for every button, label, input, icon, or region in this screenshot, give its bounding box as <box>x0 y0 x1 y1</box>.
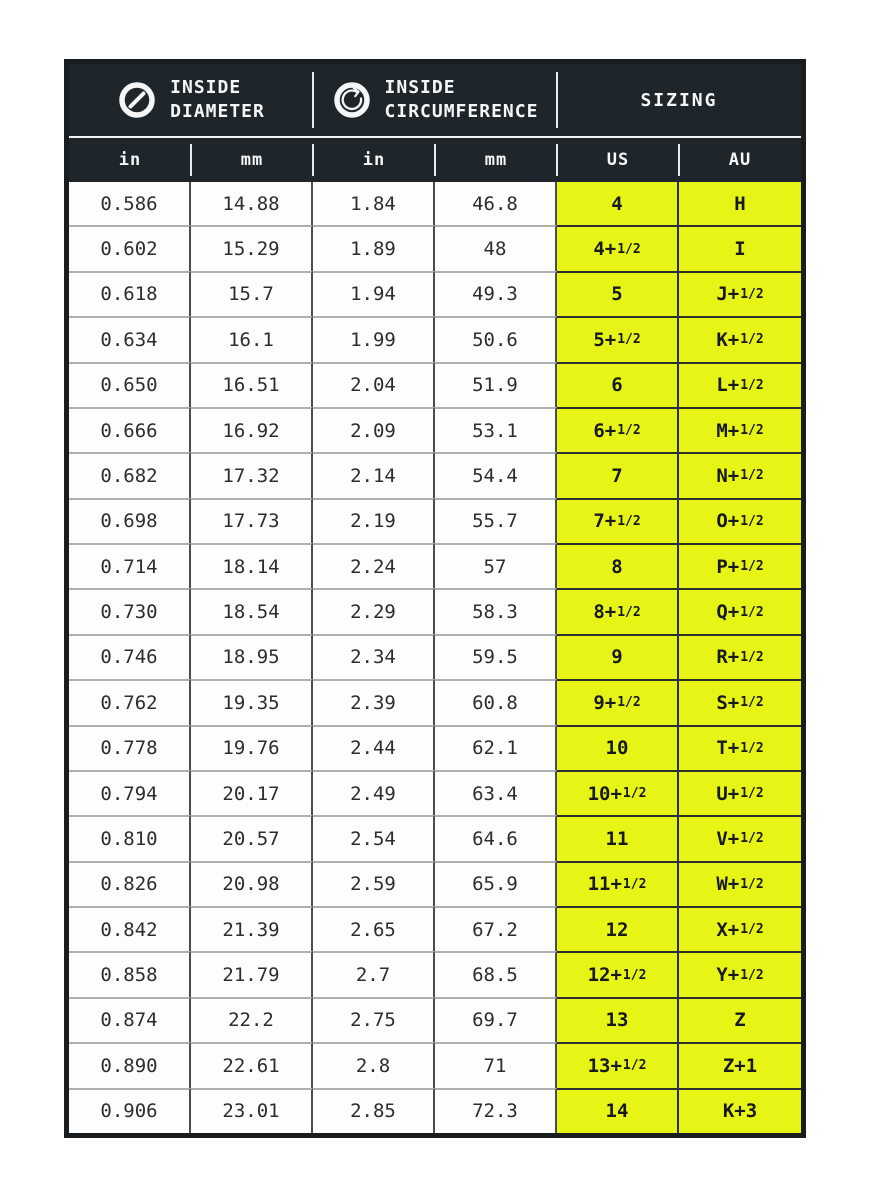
circumference-mm-cell: 57 <box>435 543 557 588</box>
header-line: CIRCUMFERENCE <box>384 101 539 122</box>
circumference-mm-cell: 65.9 <box>435 861 557 906</box>
us-size-cell: 8+ 1/2 <box>557 588 679 633</box>
table-row <box>69 225 801 270</box>
circumference-mm-cell: 53.1 <box>435 407 557 452</box>
circumference-in-cell: 1.89 <box>313 225 435 270</box>
header-line: INSIDE <box>170 76 242 98</box>
circumference-mm-cell: 49.3 <box>435 271 557 316</box>
circumference-in-cell: 2.49 <box>313 770 435 815</box>
au-size-cell: I <box>679 225 801 270</box>
diameter-mm-cell: 23.01 <box>191 1088 313 1133</box>
header-group-label <box>385 76 539 125</box>
column-header-circumference-in: in <box>313 138 435 182</box>
circumference-in-cell: 2.59 <box>313 861 435 906</box>
diameter-mm-cell: 21.79 <box>191 951 313 996</box>
us-size-cell: 10+ 1/2 <box>557 770 679 815</box>
circumference-in-cell: 2.24 <box>313 543 435 588</box>
diameter-in-cell: 0.698 <box>69 498 191 543</box>
us-size-cell: 5 <box>557 271 679 316</box>
circumference-mm-cell: 54.4 <box>435 452 557 497</box>
diameter-mm-cell: 15.7 <box>191 271 313 316</box>
circumference-mm-cell: 59.5 <box>435 634 557 679</box>
table-row <box>69 362 801 407</box>
au-size-cell: U+ 1/2 <box>679 770 801 815</box>
column-header-diameter-in: in <box>118 150 142 170</box>
table-row <box>69 634 801 679</box>
diameter-in-cell: 0.650 <box>69 362 191 407</box>
table-row <box>69 770 801 815</box>
circumference-mm-cell: 69.7 <box>435 997 557 1042</box>
us-size-cell: 4+ 1/2 <box>557 225 679 270</box>
circumference-in-cell: 2.44 <box>313 725 435 770</box>
au-size-cell: O+ 1/2 <box>679 498 801 543</box>
circumference-icon <box>332 80 372 120</box>
diameter-mm-cell: 18.14 <box>191 543 313 588</box>
circumference-mm-cell: 71 <box>435 1042 557 1087</box>
circumference-in-cell: 2.09 <box>313 407 435 452</box>
table-row <box>69 271 801 316</box>
table-row <box>69 498 801 543</box>
us-size-cell: 12+ 1/2 <box>557 951 679 996</box>
table-row <box>69 452 801 497</box>
table-row <box>69 815 801 860</box>
table-column-headers <box>69 138 801 182</box>
circumference-mm-cell: 51.9 <box>435 362 557 407</box>
circumference-in-cell: 2.54 <box>313 815 435 860</box>
table-row <box>69 588 801 633</box>
au-size-cell: K+3 <box>679 1088 801 1133</box>
diameter-in-cell: 0.682 <box>69 452 191 497</box>
diameter-mm-cell: 20.57 <box>191 815 313 860</box>
au-size-cell: L+ 1/2 <box>679 362 801 407</box>
circumference-in-cell: 2.85 <box>313 1088 435 1133</box>
us-size-cell: 13 <box>557 997 679 1042</box>
circumference-mm-cell: 67.2 <box>435 906 557 951</box>
circumference-in-cell: 1.94 <box>313 271 435 316</box>
table-row <box>69 543 801 588</box>
diameter-mm-cell: 15.29 <box>191 225 313 270</box>
au-size-cell: N+ 1/2 <box>679 452 801 497</box>
diameter-mm-cell: 14.88 <box>191 182 313 225</box>
us-size-cell: 13+ 1/2 <box>557 1042 679 1087</box>
table-row <box>69 997 801 1042</box>
header-line: DIAMETER <box>170 101 265 122</box>
diameter-in-cell: 0.858 <box>69 951 191 996</box>
circumference-in-cell: 2.04 <box>313 362 435 407</box>
diameter-in-cell: 0.602 <box>69 225 191 270</box>
us-size-cell: 8 <box>557 543 679 588</box>
circumference-mm-cell: 68.5 <box>435 951 557 996</box>
circumference-mm-cell: 50.6 <box>435 316 557 361</box>
diameter-in-cell: 0.906 <box>69 1088 191 1133</box>
diameter-mm-cell: 19.76 <box>191 725 313 770</box>
circumference-in-cell: 2.34 <box>313 634 435 679</box>
au-size-cell: Z+1 <box>679 1042 801 1087</box>
diameter-in-cell: 0.666 <box>69 407 191 452</box>
table-row <box>69 407 801 452</box>
au-size-cell: Q+ 1/2 <box>679 588 801 633</box>
circumference-in-cell: 2.19 <box>313 498 435 543</box>
diameter-mm-cell: 18.95 <box>191 634 313 679</box>
table-row <box>69 1088 801 1133</box>
header-group-label: SIZING <box>640 89 718 111</box>
circumference-mm-cell: 55.7 <box>435 498 557 543</box>
au-size-cell: Z <box>679 997 801 1042</box>
column-header-us: US <box>557 138 679 182</box>
diameter-in-cell: 0.762 <box>69 679 191 724</box>
diameter-in-cell: 0.810 <box>69 815 191 860</box>
circumference-in-cell: 2.14 <box>313 452 435 497</box>
us-size-cell: 10 <box>557 725 679 770</box>
diameter-mm-cell: 18.54 <box>191 588 313 633</box>
header-group-inside-diameter <box>69 64 313 136</box>
header-line: INSIDE <box>384 76 456 98</box>
diameter-in-cell: 0.778 <box>69 725 191 770</box>
column-header-au: AU <box>679 138 801 182</box>
diameter-mm-cell: 20.17 <box>191 770 313 815</box>
us-size-cell: 7+ 1/2 <box>557 498 679 543</box>
diameter-in-cell: 0.618 <box>69 271 191 316</box>
au-size-cell: H <box>679 182 801 225</box>
diameter-in-cell: 0.730 <box>69 588 191 633</box>
diameter-in-cell: 0.794 <box>69 770 191 815</box>
diameter-mm-cell: 21.39 <box>191 906 313 951</box>
table-row <box>69 182 801 225</box>
header-group-inside-circumference <box>313 64 557 136</box>
us-size-cell: 12 <box>557 906 679 951</box>
diameter-in-cell: 0.826 <box>69 861 191 906</box>
table-row <box>69 1042 801 1087</box>
us-size-cell: 9 <box>557 634 679 679</box>
au-size-cell: S+ 1/2 <box>679 679 801 724</box>
diameter-mm-cell: 17.73 <box>191 498 313 543</box>
header-group-label <box>170 76 265 125</box>
au-size-cell: R+ 1/2 <box>679 634 801 679</box>
circumference-mm-cell: 72.3 <box>435 1088 557 1133</box>
table-row <box>69 316 801 361</box>
circumference-in-cell: 2.39 <box>313 679 435 724</box>
diameter-mm-cell: 16.92 <box>191 407 313 452</box>
au-size-cell: K+ 1/2 <box>679 316 801 361</box>
column-header-diameter-mm: mm <box>191 138 313 182</box>
circumference-in-cell: 2.29 <box>313 588 435 633</box>
us-size-cell: 6+ 1/2 <box>557 407 679 452</box>
diameter-in-cell: 0.586 <box>69 182 191 225</box>
diameter-mm-cell: 16.1 <box>191 316 313 361</box>
us-size-cell: 14 <box>557 1088 679 1133</box>
us-size-cell: 7 <box>557 452 679 497</box>
table-row <box>69 951 801 996</box>
header-group-sizing <box>557 64 801 136</box>
us-size-cell: 6 <box>557 362 679 407</box>
au-size-cell: W+ 1/2 <box>679 861 801 906</box>
diameter-in-cell: 0.714 <box>69 543 191 588</box>
diameter-in-cell: 0.842 <box>69 906 191 951</box>
diameter-mm-cell: 16.51 <box>191 362 313 407</box>
circumference-mm-cell: 63.4 <box>435 770 557 815</box>
circumference-mm-cell: 58.3 <box>435 588 557 633</box>
au-size-cell: P+ 1/2 <box>679 543 801 588</box>
circumference-in-cell: 2.65 <box>313 906 435 951</box>
diameter-in-cell: 0.890 <box>69 1042 191 1087</box>
diameter-in-cell: 0.746 <box>69 634 191 679</box>
diameter-mm-cell: 20.98 <box>191 861 313 906</box>
au-size-cell: Y+ 1/2 <box>679 951 801 996</box>
circumference-in-cell: 2.75 <box>313 997 435 1042</box>
diameter-in-cell: 0.874 <box>69 997 191 1042</box>
diameter-icon <box>117 80 157 120</box>
diameter-mm-cell: 19.35 <box>191 679 313 724</box>
table-row <box>69 861 801 906</box>
circumference-mm-cell: 62.1 <box>435 725 557 770</box>
column-header-circumference-mm: mm <box>435 138 557 182</box>
table-header-groups <box>69 64 801 136</box>
circumference-in-cell: 1.84 <box>313 182 435 225</box>
circumference-mm-cell: 48 <box>435 225 557 270</box>
ring-size-chart-table <box>64 59 806 1138</box>
circumference-in-cell: 1.99 <box>313 316 435 361</box>
circumference-mm-cell: 64.6 <box>435 815 557 860</box>
circumference-mm-cell: 46.8 <box>435 182 557 225</box>
circumference-mm-cell: 60.8 <box>435 679 557 724</box>
us-size-cell: 11+ 1/2 <box>557 861 679 906</box>
au-size-cell: M+ 1/2 <box>679 407 801 452</box>
table-row <box>69 906 801 951</box>
us-size-cell: 11 <box>557 815 679 860</box>
us-size-cell: 4 <box>557 182 679 225</box>
circumference-in-cell: 2.7 <box>313 951 435 996</box>
au-size-cell: X+ 1/2 <box>679 906 801 951</box>
table-row <box>69 725 801 770</box>
diameter-in-cell: 0.634 <box>69 316 191 361</box>
au-size-cell: T+ 1/2 <box>679 725 801 770</box>
diameter-mm-cell: 22.61 <box>191 1042 313 1087</box>
circumference-in-cell: 2.8 <box>313 1042 435 1087</box>
us-size-cell: 9+ 1/2 <box>557 679 679 724</box>
table-row <box>69 679 801 724</box>
us-size-cell: 5+ 1/2 <box>557 316 679 361</box>
au-size-cell: J+ 1/2 <box>679 271 801 316</box>
au-size-cell: V+ 1/2 <box>679 815 801 860</box>
diameter-mm-cell: 17.32 <box>191 452 313 497</box>
table-body <box>69 182 801 1133</box>
diameter-mm-cell: 22.2 <box>191 997 313 1042</box>
